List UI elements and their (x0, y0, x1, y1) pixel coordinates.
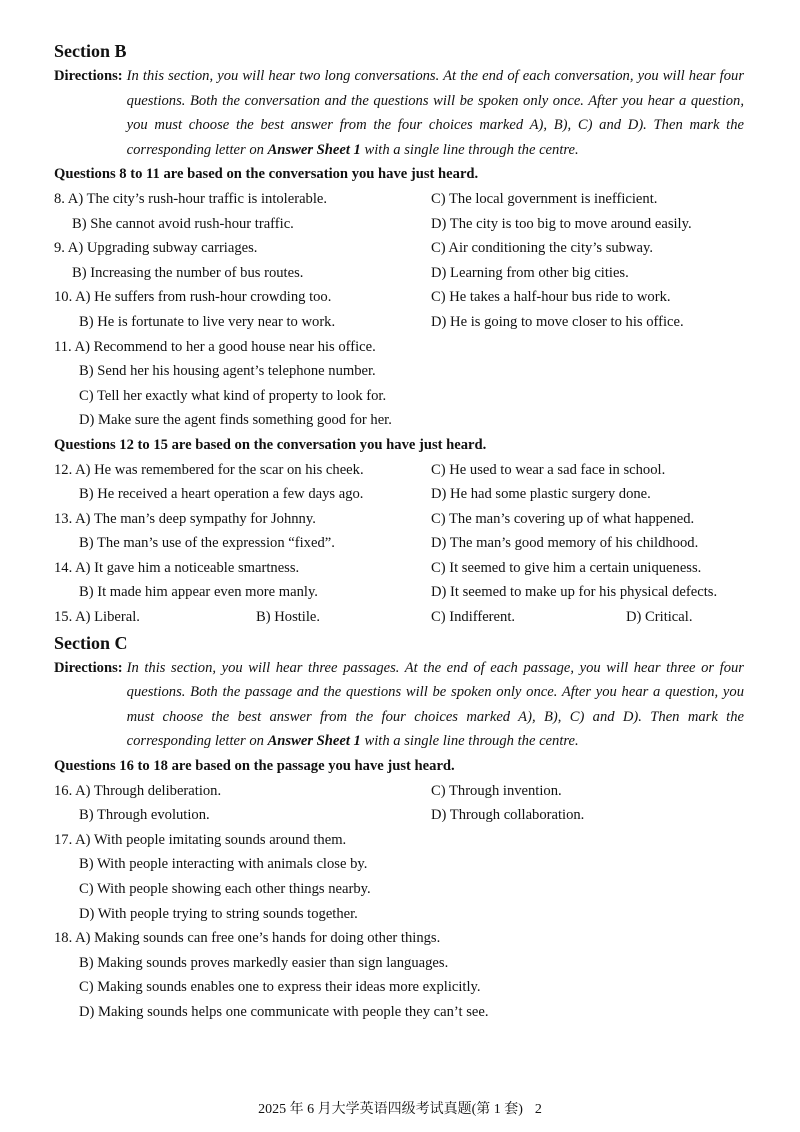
question-13-row-2 (54, 531, 744, 556)
directions-text: In this section, you will hear two long conversations. At the end of each conversation, you will hear four questions. Both the conversation and the questions will be spoken only once. After you hear a question, you must choose the best answer from the four choices marked A), B), C) and D). Then mark the corresponding letter on Answer Sheet 1 with a single line through the centre. (126, 68, 744, 158)
group-heading-12-15: Questions 12 to 15 are based on the conversation you have just heard. (54, 436, 487, 453)
group-heading-16-18: Questions 16 to 18 are based on the passage you have just heard. (54, 758, 455, 775)
q12-option-a: 12. A) He was remembered for the scar on his cheek. (54, 461, 364, 478)
q16-option-a: 16. A) Through deliberation. (54, 782, 222, 799)
question-14-row-1 (54, 556, 744, 581)
section-b-title: Section B (54, 41, 127, 61)
q15-option-b: B) Hostile. (256, 609, 321, 626)
q16-option-b: B) Through evolution. (79, 807, 210, 824)
question-11-option-a: 11. A) Recommend to her a good house near his office. (54, 338, 376, 355)
question-17-option-d: D) With people trying to string sounds together. (79, 905, 358, 922)
question-18-option-a: 18. A) Making sounds can free one’s hands for doing other things. (54, 930, 441, 947)
question-18-option-d: D) Making sounds helps one communicate with people they can’t see. (79, 1003, 489, 1020)
question-8-row-2 (54, 212, 744, 237)
q10-option-d: D) He is going to move closer to his office. (431, 313, 684, 330)
question-13-row-1 (54, 507, 744, 532)
q12-option-d: D) He had some plastic surgery done. (431, 486, 651, 503)
question-17-option-c: C) With people showing each other things nearby. (79, 881, 371, 897)
group-heading-8-11: Questions 8 to 11 are based on the conversation you have just heard. (54, 166, 479, 183)
page-number: 2 (534, 1102, 542, 1117)
section-b-directions (54, 64, 744, 162)
section-c-directions (54, 656, 744, 754)
q14-option-b: B) It made him appear even more manly. (79, 584, 318, 601)
footer-title: 2025 年 6 月大学英语四级考试真题(第 1 套) (258, 1102, 523, 1117)
question-17-option-a: 17. A) With people imitating sounds around them. (54, 831, 347, 848)
q12-option-c: C) He used to wear a sad face in school. (431, 461, 666, 478)
q14-option-d: D) It seemed to make up for his physical defects. (431, 584, 718, 601)
question-16-row-1 (54, 779, 744, 804)
question-12-row-2 (54, 482, 744, 507)
question-10-row-2 (54, 310, 744, 335)
directions-text: In this section, you will hear three passages. At the end of each passage, you will hear three or four questions. Both the passage and the questions will be spoken only once. After you hear a question, you must choose the best answer from the four choices marked A), B), C) and D). Then mark the corresponding letter on Answer Sheet 1 with a single line through the centre. (126, 659, 744, 750)
q10-option-a: 10. A) He suffers from rush-hour crowding too. (54, 289, 332, 306)
question-18-option-c: C) Making sounds enables one to express their ideas more explicitly. (79, 979, 481, 996)
question-16-row-2 (54, 803, 744, 828)
question-14-row-2 (54, 580, 744, 605)
q15-option-c: C) Indifferent. (431, 609, 516, 626)
q14-option-c: C) It seemed to give him a certain uniqueness. (431, 559, 702, 576)
q8-option-b: B) She cannot avoid rush-hour traffic. (72, 215, 294, 232)
question-9-row-1 (54, 236, 744, 261)
directions-label: Directions: (54, 659, 123, 676)
q10-option-b: B) He is fortunate to live very near to work. (79, 313, 336, 330)
question-12-row-1 (54, 458, 744, 483)
question-18-option-b: B) Making sounds proves markedly easier than sign languages. (79, 954, 449, 971)
question-17-option-b: B) With people interacting with animals close by. (79, 856, 368, 873)
q9-option-c: C) Air conditioning the city’s subway. (431, 240, 653, 257)
question-11-option-b: B) Send her his housing agent’s telephone number. (79, 363, 376, 380)
q13-option-b: B) The man’s use of the expression “fixed”. (79, 535, 335, 552)
q9-option-a: 9. A) Upgrading subway carriages. (54, 240, 258, 257)
q16-option-c: C) Through invention. (431, 782, 562, 799)
question-9-row-2 (54, 261, 744, 286)
question-10-row-1 (54, 285, 744, 310)
q12-option-b: B) He received a heart operation a few days ago. (79, 486, 364, 503)
q13-option-d: D) The man’s good memory of his childhood. (431, 535, 699, 552)
question-15-row (54, 605, 744, 630)
page-footer (0, 1098, 800, 1118)
question-8-row-1 (54, 187, 744, 212)
q9-option-b: B) Increasing the number of bus routes. (72, 264, 304, 281)
q15-option-a: 15. A) Liberal. (54, 609, 140, 626)
q16-option-d: D) Through collaboration. (431, 807, 585, 824)
section-c-title: Section C (54, 632, 128, 653)
q8-option-c: C) The local government is inefficient. (431, 190, 658, 207)
question-11-option-d: D) Make sure the agent finds something good for her. (79, 412, 392, 429)
q15-option-d: D) Critical. (626, 609, 693, 626)
q13-option-c: C) The man’s covering up of what happened. (431, 510, 695, 527)
exam-page (54, 38, 744, 1025)
question-11-option-c: C) Tell her exactly what kind of property to look for. (79, 387, 387, 404)
q8-option-a: 8. A) The city’s rush-hour traffic is intolerable. (54, 190, 328, 207)
q14-option-a: 14. A) It gave him a noticeable smartness. (54, 559, 300, 576)
directions-label: Directions: (54, 68, 123, 84)
q9-option-d: D) Learning from other big cities. (431, 264, 629, 281)
q10-option-c: C) He takes a half-hour bus ride to work. (431, 289, 671, 306)
q8-option-d: D) The city is too big to move around easily. (431, 215, 692, 232)
q13-option-a: 13. A) The man’s deep sympathy for Johnny. (54, 510, 316, 527)
